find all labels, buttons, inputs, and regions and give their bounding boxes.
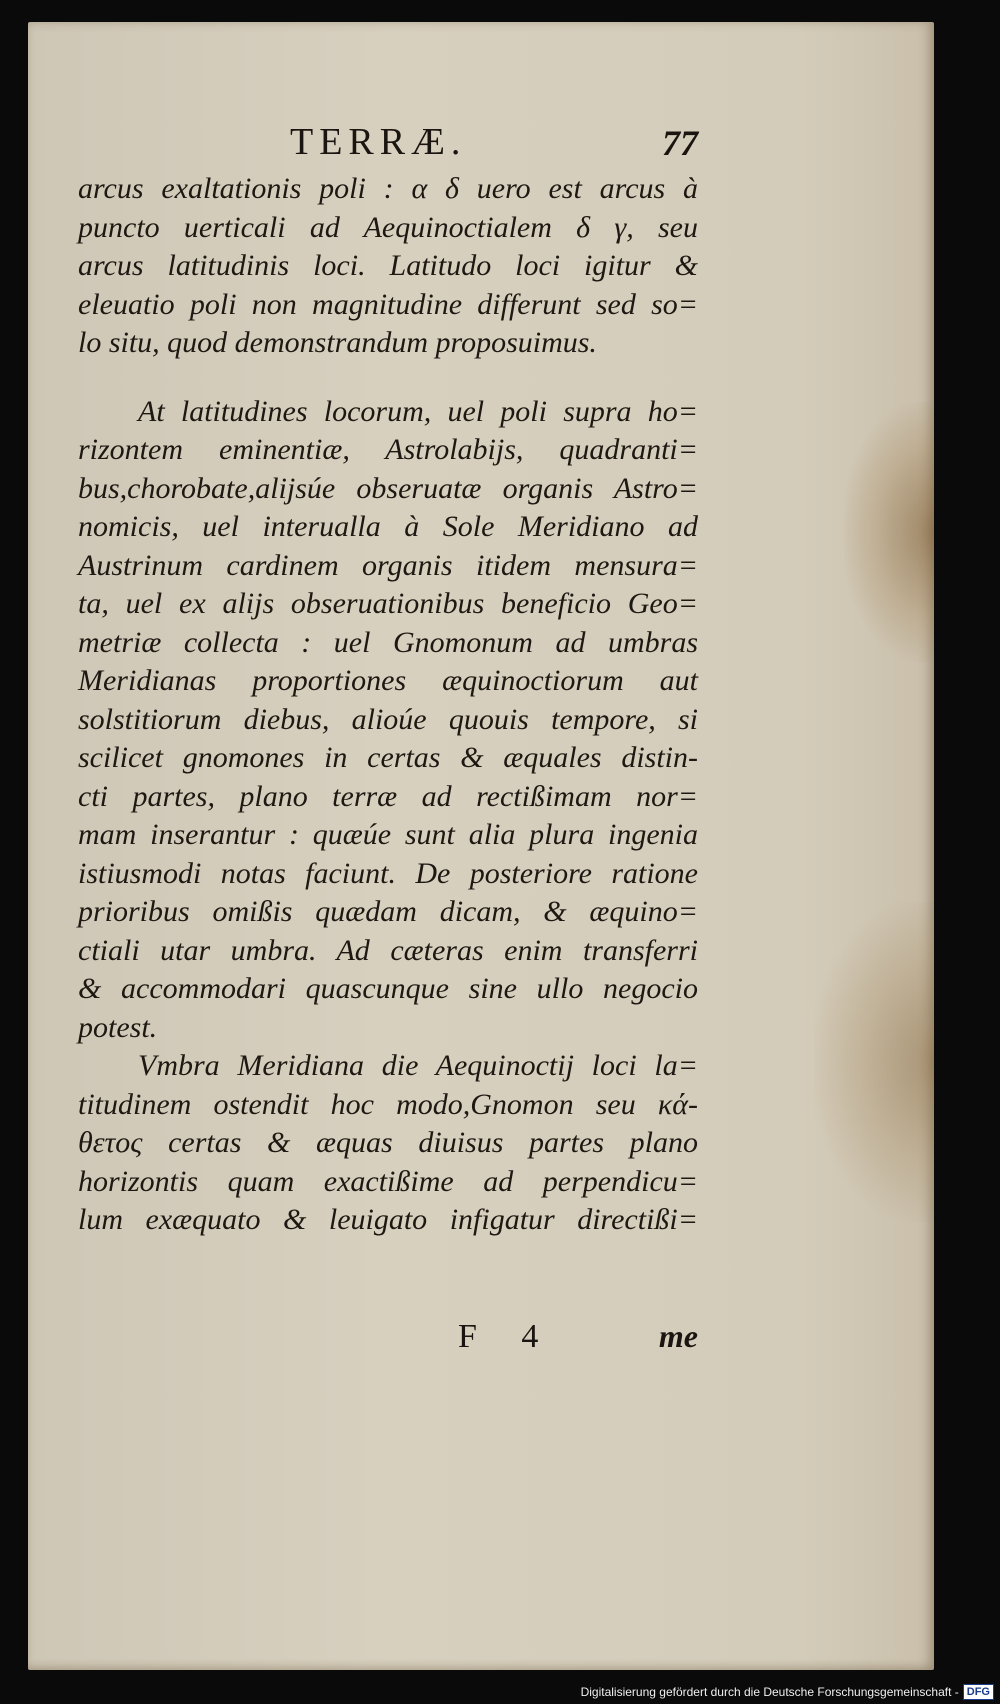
text-line: ta, uel ex alijs obseruationibus beneficio Geo= — [78, 587, 698, 620]
paragraph-gap — [78, 363, 698, 393]
text-line: & accommodari quascunque sine ullo negocio — [78, 972, 698, 1005]
text-line: solstitiorum diebus, alioúe quouis tempore, si — [78, 702, 698, 736]
text-line: prioribus omißis quædam dicam, & æquino= — [78, 895, 698, 928]
running-title: TERRÆ. — [290, 121, 467, 163]
page-stain — [814, 902, 934, 1222]
text-line: rizontem eminentiæ, Astrolabijs, quadranti= — [78, 433, 698, 466]
text-line: potest. — [78, 1010, 158, 1044]
book-page — [28, 22, 934, 1670]
text-line: θετος certas & æquas diuisus partes plano — [78, 1126, 698, 1159]
text-line: ctiali utar umbra. Ad cæteras enim transferri — [78, 933, 698, 967]
text-line: horizontis quam exactißime ad perpendicu= — [78, 1164, 698, 1198]
page-stain — [844, 402, 934, 662]
text-line: bus,chorobate,alijsúe obseruatæ organis Astro= — [78, 471, 698, 505]
text-line: arcus exaltationis poli : α δ uero est arcus à — [78, 172, 698, 205]
text-line: nomicis, uel interualla à Sole Meridiano ad — [78, 510, 698, 543]
text-line: At latitudines locorum, uel poli supra ho= — [138, 394, 698, 428]
text-line: lo situ, quod demonstrandum proposuimus. — [78, 326, 597, 359]
credit-text: Digitalisierung gefördert durch die Deutsche Forschungsgemeinschaft - — [580, 1685, 959, 1699]
page-header — [78, 120, 698, 164]
text-line: lum exæquato & leuigato infigatur directißi= — [78, 1203, 698, 1236]
dfg-logo: DFG — [963, 1684, 994, 1700]
text-line: titudinem ostendit hoc modo,Gnomon seu κά- — [78, 1087, 698, 1121]
text-line: Austrinum cardinem organis itidem mensura= — [78, 548, 698, 582]
text-line: Vmbra Meridiana die Aequinoctij loci la= — [138, 1049, 698, 1082]
text-line: istiusmodi notas faciunt. De posteriore ratione — [78, 856, 698, 890]
digitization-credit — [581, 1684, 994, 1700]
body-text — [78, 170, 698, 1240]
signature-line — [78, 1318, 698, 1358]
text-line: mam inserantur : quæúe sunt alia plura ingenia — [78, 818, 698, 851]
catchword: me — [658, 1318, 698, 1354]
text-line: eleuatio poli non magnitudine differunt sed so= — [78, 287, 698, 321]
signature-mark: F 4 — [458, 1318, 557, 1355]
text-line: puncto uerticali ad Aequinoctialem δ γ, seu — [78, 210, 698, 244]
text-line: Meridianas proportiones æquinoctiorum aut — [78, 664, 698, 697]
text-line: metriæ collecta : uel Gnomonum ad umbras — [78, 625, 698, 659]
text-line: scilicet gnomones in certas & æquales distin- — [78, 741, 698, 774]
page-number: 77 — [662, 123, 698, 163]
text-line: cti partes, plano terræ ad rectißimam nor= — [78, 779, 698, 813]
text-line: arcus latitudinis loci. Latitudo loci igitur & — [78, 249, 698, 282]
